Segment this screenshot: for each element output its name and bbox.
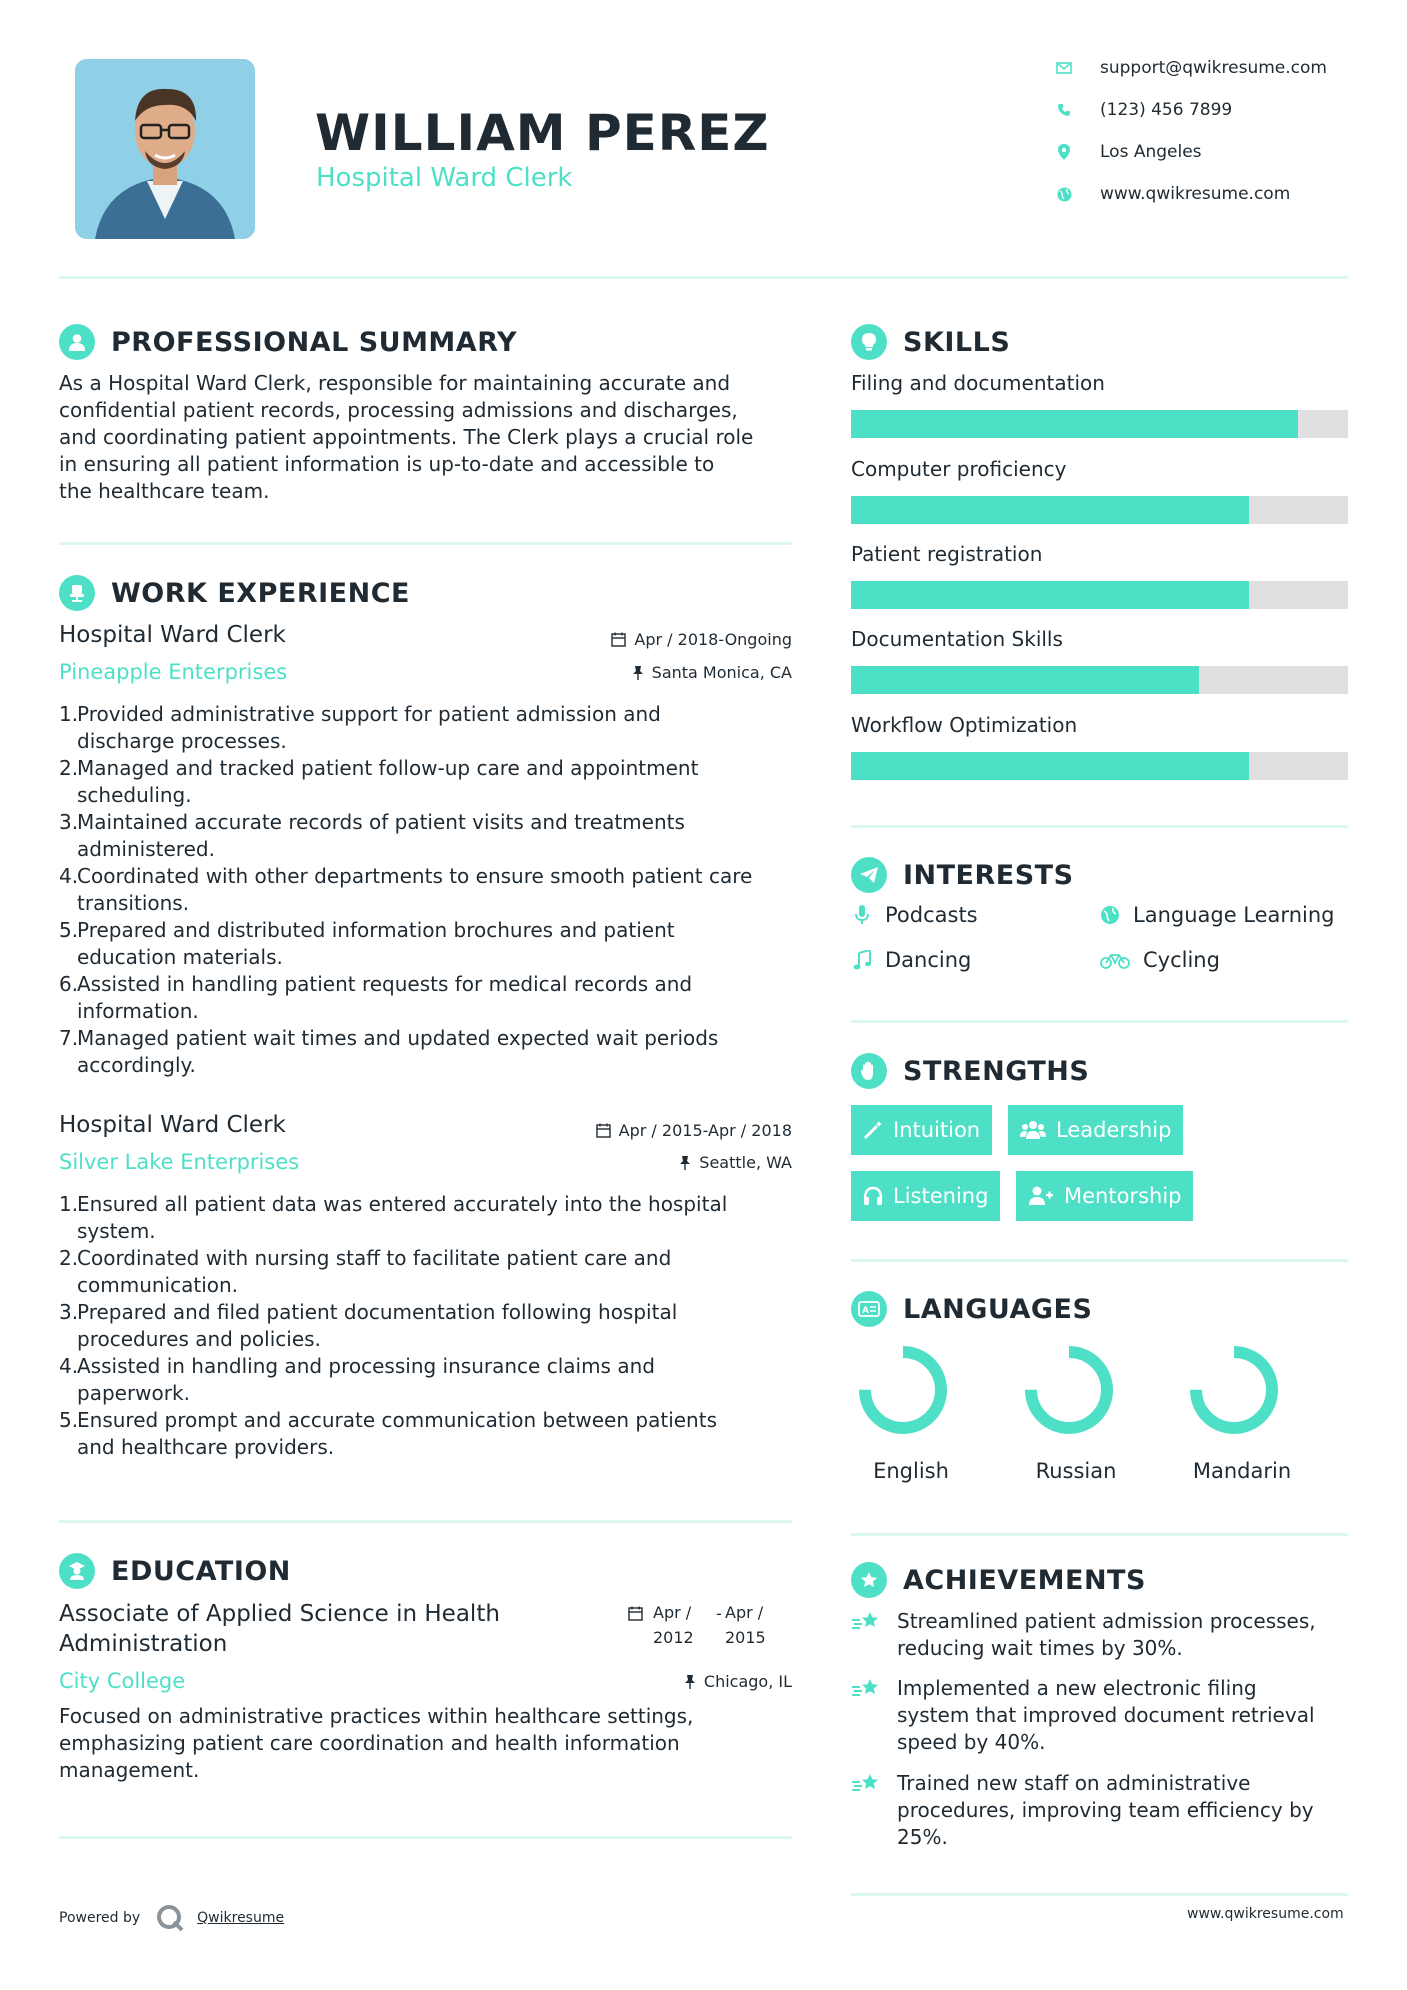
language-ring-arc [1196, 1352, 1272, 1428]
header-divider [59, 276, 1348, 279]
pushpin-icon [679, 1155, 691, 1170]
skill-bar [851, 410, 1348, 438]
language-label: English [873, 1459, 949, 1483]
music-note-icon [851, 949, 873, 971]
calendar-icon [628, 1606, 643, 1625]
headphones-icon [863, 1186, 883, 1206]
language-ring-arc [865, 1352, 941, 1428]
skill-bar [851, 581, 1348, 609]
interest-label: Language Learning [1133, 903, 1335, 927]
skill-bar-fill [851, 410, 1298, 438]
calendar-icon [596, 1123, 611, 1138]
contact-phone-text: (123) 456 7899 [1100, 100, 1233, 120]
job-2-company: Silver Lake Enterprises [59, 1150, 300, 1174]
section-divider [59, 1520, 792, 1523]
strength-leadership [1008, 1105, 1183, 1155]
education-start-line: Apr / [653, 1603, 692, 1622]
education-location-text: Chicago, IL [703, 1672, 792, 1691]
job-1-date-text: Apr / 2018-Ongoing [634, 630, 792, 649]
microphone-icon [851, 904, 873, 926]
briefcase-chair-icon [59, 575, 95, 611]
location-pin-icon [1055, 143, 1073, 161]
interests-heading [851, 857, 1074, 893]
footer-url[interactable]: www.qwikresume.com [1187, 1906, 1344, 1922]
powered-by-text: Powered by [59, 1910, 141, 1926]
interests-title: INTERESTS [903, 859, 1074, 891]
achievements-title: ACHIEVEMENTS [903, 1564, 1146, 1596]
job-2-location-text: Seattle, WA [699, 1153, 792, 1172]
languages-heading [851, 1291, 1092, 1327]
skill-label: Patient registration [851, 542, 1043, 566]
email-icon [1055, 59, 1073, 77]
list-item: 3. Maintained accurate records of patient visits and treatments administered. [59, 810, 685, 861]
user-plus-icon [1028, 1186, 1054, 1206]
pushpin-icon [684, 1674, 696, 1689]
job-1-duties [59, 701, 799, 1079]
language-label: Russian [1035, 1459, 1117, 1483]
degree-line: Administration [59, 1631, 228, 1657]
list-item: 3. Prepared and filed patient documentation following hospital procedures and policies. [59, 1300, 678, 1351]
section-divider [851, 1020, 1348, 1023]
magic-wand-icon [863, 1120, 883, 1140]
summary-line: confidential patient records, processing admissions and discharges, [59, 398, 738, 422]
achievements-heading [851, 1562, 1146, 1598]
strength-label: Mentorship [1064, 1184, 1182, 1208]
education-location [560, 1672, 792, 1691]
user-icon [59, 324, 95, 360]
school-name: City College [59, 1669, 186, 1693]
contact-location [1055, 142, 1202, 162]
language-label: Mandarin [1192, 1459, 1292, 1483]
list-item: 1. Ensured all patient data was entered accurately into the hospital system. [59, 1192, 728, 1243]
graduate-icon [59, 1553, 95, 1589]
achievement-item: Streamlined patient admission processes, reducing wait times by 30%. [851, 1608, 1347, 1662]
summary-text [59, 370, 799, 505]
paper-plane-icon [851, 857, 887, 893]
job-1-location [560, 663, 792, 682]
skill-bar [851, 666, 1348, 694]
list-item: 2. Managed and tracked patient follow-up care and appointment scheduling. [59, 756, 699, 807]
interest-cycling [1099, 948, 1220, 972]
summary-line: the healthcare team. [59, 479, 270, 503]
section-divider [851, 1893, 1348, 1896]
section-divider [59, 542, 792, 545]
section-divider [851, 1259, 1348, 1262]
education-heading [59, 1553, 291, 1589]
list-item: 7. Managed patient wait times and updated expected wait periods accordingly. [59, 1026, 719, 1077]
qwikresume-link[interactable]: Qwikresume [197, 1910, 285, 1926]
shooting-star-icon [851, 1610, 883, 1662]
interest-label: Dancing [885, 948, 972, 972]
experience-heading [59, 575, 410, 611]
skills-heading [851, 324, 1010, 360]
job-2-location [560, 1153, 792, 1172]
job-2-title: Hospital Ward Clerk [59, 1112, 286, 1138]
skill-bar-fill [851, 496, 1249, 524]
bicycle-icon [1099, 949, 1131, 971]
list-item: 1. Provided administrative support for patient admission and discharge processes. [59, 702, 661, 753]
summary-title: PROFESSIONAL SUMMARY [111, 326, 518, 358]
list-item: 4. Coordinated with other departments to ensure smooth patient care transitions. [59, 864, 753, 915]
list-item: 2. Coordinated with nursing staff to facilitate patient care and communication. [59, 1246, 672, 1297]
contact-website[interactable] [1055, 184, 1290, 204]
education-line: management. [59, 1758, 200, 1782]
language-ring-mandarin [1189, 1345, 1279, 1435]
pushpin-icon [632, 665, 644, 680]
language-ring-russian [1024, 1345, 1114, 1435]
shooting-star-icon [851, 1772, 883, 1851]
contact-website-text: www.qwikresume.com [1100, 184, 1291, 204]
phone-icon [1055, 101, 1073, 119]
strength-label: Intuition [893, 1118, 981, 1142]
section-divider [851, 1533, 1348, 1536]
list-item: 6. Assisted in handling patient requests for medical records and information. [59, 972, 693, 1023]
shooting-star-icon [851, 1677, 883, 1756]
contact-email-text: support@qwikresume.com [1100, 58, 1327, 78]
list-item: 5. Prepared and distributed information brochures and patient education materials. [59, 918, 675, 969]
globe-icon [1055, 185, 1073, 203]
svg-text:A: A [862, 1306, 869, 1316]
achievement-item: Trained new staff on administrative procedures, improving team efficiency by 25%. [851, 1770, 1347, 1851]
contact-location-text: Los Angeles [1100, 142, 1202, 162]
candidate-title: Hospital Ward Clerk [316, 163, 573, 193]
hand-icon [851, 1053, 887, 1089]
interest-language-learning [1099, 903, 1334, 927]
strength-label: Leadership [1056, 1118, 1172, 1142]
contact-email[interactable] [1055, 58, 1327, 78]
summary-heading [59, 324, 517, 360]
list-item: 4. Assisted in handling and processing insurance claims and paperwork. [59, 1354, 655, 1405]
skills-title: SKILLS [903, 326, 1011, 358]
education-start-line: 2012 [653, 1628, 694, 1647]
language-card-icon [851, 1291, 887, 1327]
job-1-location-text: Santa Monica, CA [651, 663, 792, 682]
strengths-title: STRENGTHS [903, 1055, 1090, 1087]
experience-title: WORK EXPERIENCE [111, 577, 410, 609]
interest-podcasts [851, 903, 978, 927]
powered-by [59, 1903, 284, 1933]
strength-label: Listening [893, 1184, 989, 1208]
job-1-date [560, 630, 792, 649]
skill-bar-fill [851, 581, 1249, 609]
job-2-duties [59, 1191, 799, 1461]
section-divider [59, 1836, 792, 1839]
contact-phone[interactable] [1055, 100, 1232, 120]
skill-bar-fill [851, 666, 1199, 694]
globe-icon [1099, 904, 1121, 926]
language-ring-english [858, 1345, 948, 1435]
skill-label: Computer proficiency [851, 457, 1067, 481]
education-title: EDUCATION [111, 1555, 291, 1587]
qwikresume-logo-icon [155, 1903, 185, 1933]
achievement-item: Implemented a new electronic filing system that improved document retrieval speed by 40%. [851, 1675, 1347, 1756]
strength-intuition [851, 1105, 992, 1155]
date-dash: - [716, 1604, 722, 1623]
strength-listening [851, 1171, 1000, 1221]
users-icon [1020, 1120, 1046, 1140]
profile-photo [75, 59, 255, 239]
list-item: 5. Ensured prompt and accurate communication between patients and healthcare providers. [59, 1408, 717, 1459]
candidate-name: WILLIAM PEREZ [315, 104, 770, 162]
job-1-title: Hospital Ward Clerk [59, 622, 286, 648]
interest-label: Podcasts [885, 903, 978, 927]
education-description [59, 1703, 799, 1784]
summary-line: in ensuring all patient information is up-to-date and accessible to [59, 452, 715, 476]
section-divider [851, 825, 1348, 828]
skill-bar [851, 752, 1348, 780]
skill-label: Workflow Optimization [851, 713, 1078, 737]
education-end-line: Apr / [725, 1603, 764, 1622]
strength-mentorship [1016, 1171, 1193, 1221]
skill-bar-fill [851, 752, 1249, 780]
interest-dancing [851, 948, 971, 972]
education-start-date [653, 1600, 694, 1650]
interest-label: Cycling [1143, 948, 1220, 972]
degree-line: Associate of Applied Science in Health [59, 1601, 500, 1627]
job-1-company: Pineapple Enterprises [59, 660, 288, 684]
education-line: Focused on administrative practices within healthcare settings, [59, 1704, 694, 1728]
degree-title [59, 1599, 500, 1659]
skill-bar [851, 496, 1348, 524]
skill-label: Documentation Skills [851, 627, 1063, 651]
star-badge-icon [851, 1562, 887, 1598]
job-2-date [560, 1121, 792, 1140]
languages-title: LANGUAGES [903, 1293, 1093, 1325]
language-ring-arc [1031, 1352, 1107, 1428]
education-end-date [725, 1600, 766, 1650]
job-2-date-text: Apr / 2015-Apr / 2018 [618, 1121, 792, 1140]
skill-label: Filing and documentation [851, 371, 1105, 395]
lightbulb-icon [851, 324, 887, 360]
education-end-line: 2015 [725, 1628, 766, 1647]
education-line: emphasizing patient care coordination and health information [59, 1731, 680, 1755]
summary-line: and coordinating patient appointments. The Clerk plays a crucial role [59, 425, 754, 449]
summary-line: As a Hospital Ward Clerk, responsible for maintaining accurate and [59, 371, 731, 395]
calendar-icon [611, 632, 626, 647]
strengths-heading [851, 1053, 1089, 1089]
